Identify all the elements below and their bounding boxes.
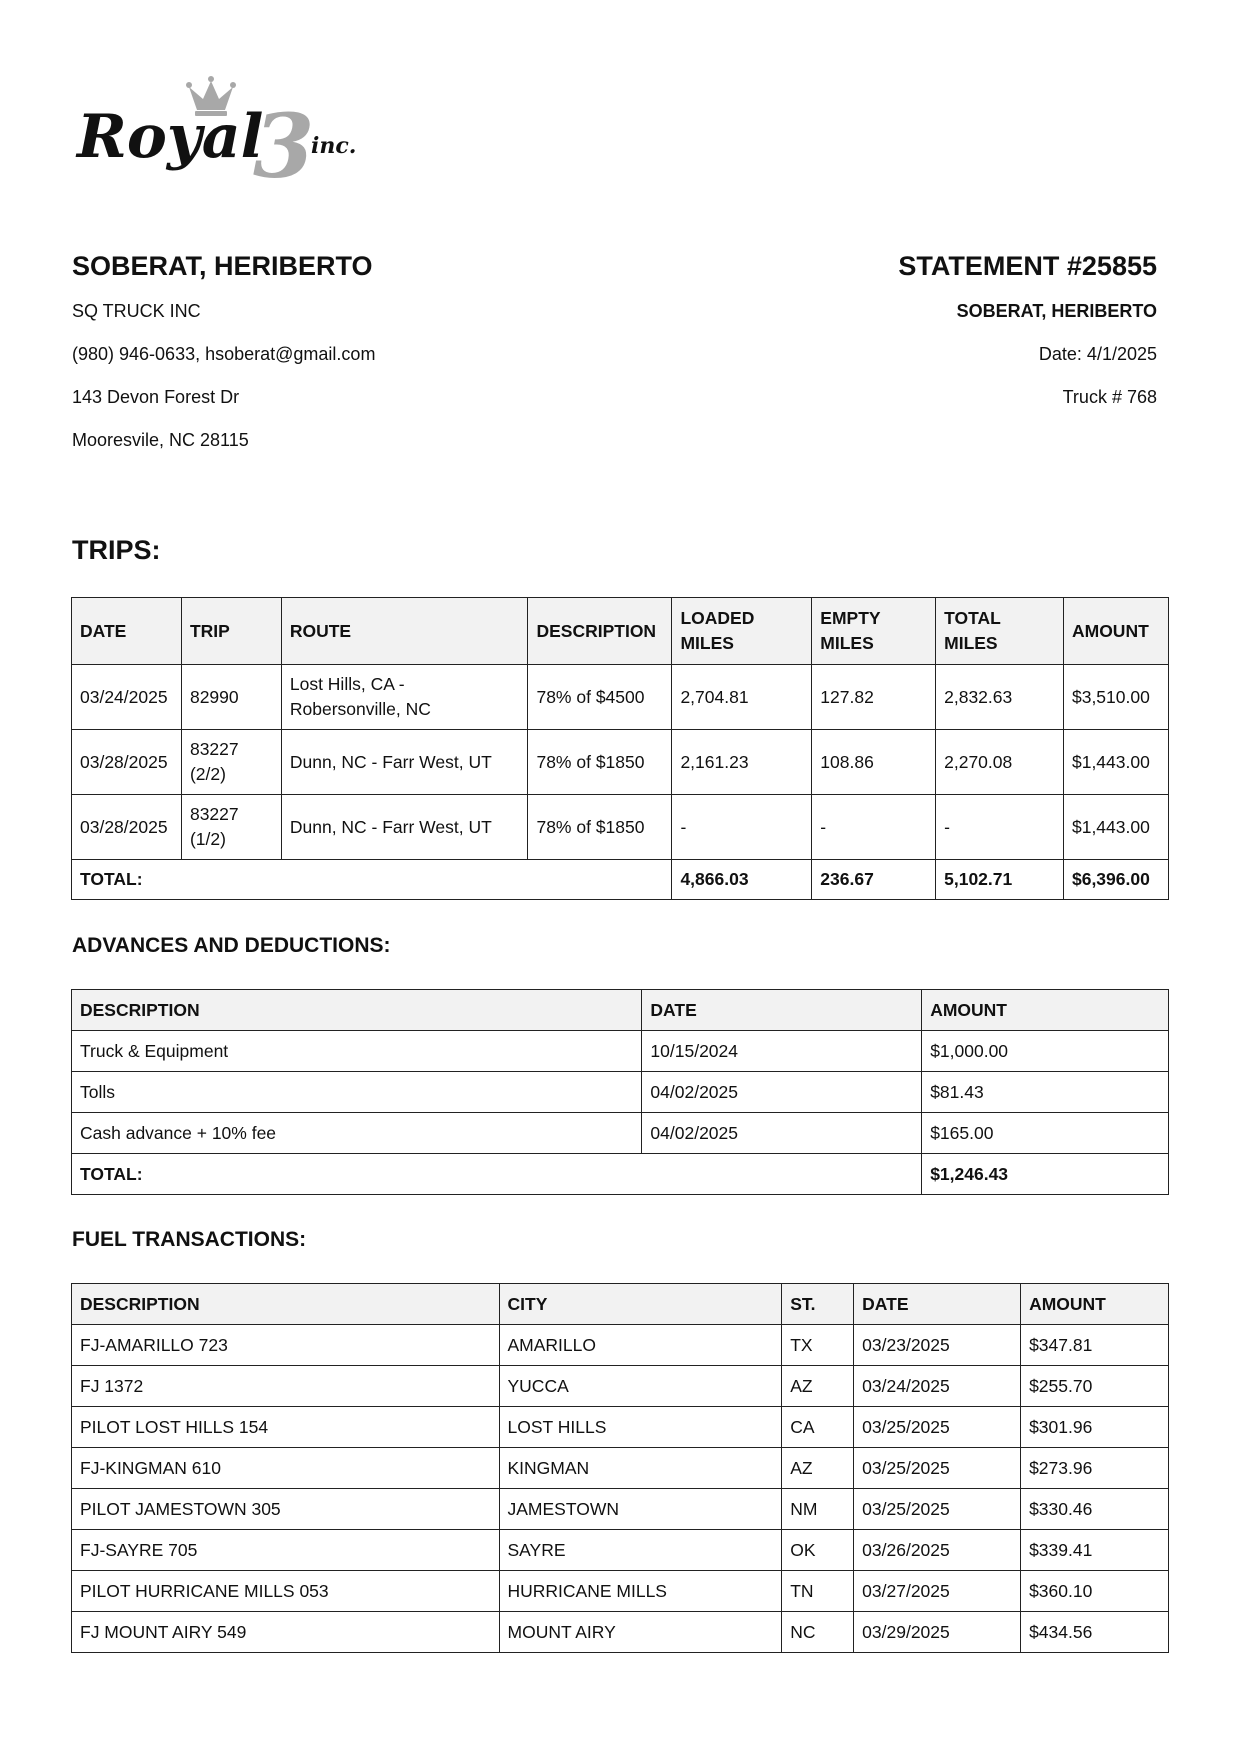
column-header: ROUTE: [281, 598, 528, 665]
cell-amount: $1,000.00: [922, 1031, 1169, 1072]
cell-date: 03/28/2025: [72, 795, 182, 860]
cell-description: FJ 1372: [72, 1366, 500, 1407]
cell-state: AZ: [782, 1366, 854, 1407]
table-row: [72, 665, 1169, 730]
cell-city: AMARILLO: [499, 1325, 782, 1366]
cell-amount: $347.81: [1021, 1325, 1169, 1366]
trips-heading: TRIPS:: [72, 535, 161, 565]
table-header-row: [72, 1284, 1169, 1325]
cell-city: SAYRE: [499, 1530, 782, 1571]
cell-state: NM: [782, 1489, 854, 1530]
cell-description: FJ-AMARILLO 723: [72, 1325, 500, 1366]
fuel-table: [71, 1283, 1169, 1653]
statement-name: SOBERAT, HERIBERTO: [956, 301, 1157, 321]
cell-date: 03/23/2025: [854, 1325, 1021, 1366]
cell-loaded-miles: 2,704.81: [672, 665, 812, 730]
cell-description: Cash advance + 10% fee: [72, 1113, 642, 1154]
table-row: [72, 1031, 1169, 1072]
column-header: EMPTY MILES: [812, 598, 936, 665]
cell-state: CA: [782, 1407, 854, 1448]
cell-description: PILOT LOST HILLS 154: [72, 1407, 500, 1448]
cell-total-miles: 2,270.08: [936, 730, 1064, 795]
cell-date: 03/25/2025: [854, 1407, 1021, 1448]
cell-trip: 83227 (1/2): [181, 795, 281, 860]
cell-city: JAMESTOWN: [499, 1489, 782, 1530]
cell-date: 03/25/2025: [854, 1489, 1021, 1530]
cell-description: FJ MOUNT AIRY 549: [72, 1612, 500, 1653]
table-row: [72, 1407, 1169, 1448]
total-label: TOTAL:: [72, 1154, 922, 1195]
driver-name: SOBERAT, HERIBERTO: [72, 251, 373, 281]
table-row: [72, 1325, 1169, 1366]
cell-description: 78% of $1850: [528, 795, 672, 860]
total-total-miles: 5,102.71: [936, 860, 1064, 900]
column-header: DESCRIPTION: [72, 990, 642, 1031]
column-header: AMOUNT: [922, 990, 1169, 1031]
driver-address-line1: 143 Devon Forest Dr: [72, 387, 240, 407]
table-row: [72, 1113, 1169, 1154]
table-row: [72, 1448, 1169, 1489]
table-row: [72, 1366, 1169, 1407]
table-row: [72, 795, 1169, 860]
cell-loaded-miles: 2,161.23: [672, 730, 812, 795]
cell-amount: $301.96: [1021, 1407, 1169, 1448]
column-header: CITY: [499, 1284, 782, 1325]
fuel-heading: FUEL TRANSACTIONS:: [72, 1228, 307, 1251]
cell-description: PILOT HURRICANE MILLS 053: [72, 1571, 500, 1612]
cell-amount: $3,510.00: [1063, 665, 1168, 730]
total-label: TOTAL:: [72, 860, 672, 900]
cell-city: LOST HILLS: [499, 1407, 782, 1448]
cell-date: 04/02/2025: [642, 1113, 922, 1154]
cell-description: PILOT JAMESTOWN 305: [72, 1489, 500, 1530]
cell-route: Dunn, NC - Farr West, UT: [281, 795, 528, 860]
total-empty-miles: 236.67: [812, 860, 936, 900]
driver-contact: (980) 946-0633, hsoberat@gmail.com: [72, 344, 376, 364]
cell-state: TX: [782, 1325, 854, 1366]
logo-suffix: inc.: [311, 133, 357, 159]
cell-empty-miles: -: [812, 795, 936, 860]
cell-amount: $434.56: [1021, 1612, 1169, 1653]
cell-trip: 83227 (2/2): [181, 730, 281, 795]
statement-info: [657, 250, 1157, 429]
cell-description: FJ-KINGMAN 610: [72, 1448, 500, 1489]
cell-date: 03/27/2025: [854, 1571, 1021, 1612]
cell-date: 03/28/2025: [72, 730, 182, 795]
table-row: [72, 1571, 1169, 1612]
column-header: TOTAL MILES: [936, 598, 1064, 665]
advances-heading: ADVANCES AND DEDUCTIONS:: [72, 934, 391, 957]
cell-date: 04/02/2025: [642, 1072, 922, 1113]
total-row: [72, 860, 1169, 900]
cell-city: HURRICANE MILLS: [499, 1571, 782, 1612]
cell-loaded-miles: -: [672, 795, 812, 860]
cell-description: 78% of $4500: [528, 665, 672, 730]
cell-description: Truck & Equipment: [72, 1031, 642, 1072]
column-header: DATE: [642, 990, 922, 1031]
driver-address-line2: Mooresvile, NC 28115: [72, 430, 249, 450]
cell-amount: $255.70: [1021, 1366, 1169, 1407]
cell-amount: $360.10: [1021, 1571, 1169, 1612]
cell-date: 03/24/2025: [72, 665, 182, 730]
cell-amount: $339.41: [1021, 1530, 1169, 1571]
driver-company: SQ TRUCK INC: [72, 301, 201, 321]
column-header: ST.: [782, 1284, 854, 1325]
column-header: DESCRIPTION: [528, 598, 672, 665]
total-loaded-miles: 4,866.03: [672, 860, 812, 900]
cell-state: TN: [782, 1571, 854, 1612]
cell-total-miles: 2,832.63: [936, 665, 1064, 730]
driver-info: [72, 250, 572, 472]
cell-date: 03/25/2025: [854, 1448, 1021, 1489]
cell-city: MOUNT AIRY: [499, 1612, 782, 1653]
advances-table: [71, 989, 1169, 1195]
company-logo: [75, 75, 385, 190]
table-row: [72, 1072, 1169, 1113]
cell-date: 03/24/2025: [854, 1366, 1021, 1407]
column-header: AMOUNT: [1063, 598, 1168, 665]
logo-numeral: 3: [253, 94, 315, 190]
cell-amount: $81.43: [922, 1072, 1169, 1113]
cell-date: 10/15/2024: [642, 1031, 922, 1072]
total-row: [72, 1154, 1169, 1195]
table-row: [72, 730, 1169, 795]
cell-empty-miles: 127.82: [812, 665, 936, 730]
table-header-row: [72, 990, 1169, 1031]
cell-date: 03/29/2025: [854, 1612, 1021, 1653]
column-header: AMOUNT: [1021, 1284, 1169, 1325]
cell-empty-miles: 108.86: [812, 730, 936, 795]
cell-amount: $1,443.00: [1063, 795, 1168, 860]
cell-city: KINGMAN: [499, 1448, 782, 1489]
cell-total-miles: -: [936, 795, 1064, 860]
statement-truck: Truck # 768: [1062, 387, 1157, 407]
logo-wordmark: Royal: [77, 102, 264, 172]
table-row: [72, 1530, 1169, 1571]
trips-table: [71, 597, 1169, 900]
table-header-row: [72, 598, 1169, 665]
table-row: [72, 1612, 1169, 1653]
cell-amount: $165.00: [922, 1113, 1169, 1154]
cell-amount: $273.96: [1021, 1448, 1169, 1489]
column-header: DESCRIPTION: [72, 1284, 500, 1325]
cell-amount: $1,443.00: [1063, 730, 1168, 795]
cell-trip: 82990: [181, 665, 281, 730]
cell-amount: $330.46: [1021, 1489, 1169, 1530]
cell-city: YUCCA: [499, 1366, 782, 1407]
column-header: DATE: [72, 598, 182, 665]
cell-state: AZ: [782, 1448, 854, 1489]
cell-description: FJ-SAYRE 705: [72, 1530, 500, 1571]
cell-state: OK: [782, 1530, 854, 1571]
total-amount: $6,396.00: [1063, 860, 1168, 900]
cell-description: 78% of $1850: [528, 730, 672, 795]
statement-title: STATEMENT #25855: [898, 251, 1157, 281]
column-header: TRIP: [181, 598, 281, 665]
column-header: LOADED MILES: [672, 598, 812, 665]
cell-route: Lost Hills, CA - Robersonville, NC: [281, 665, 528, 730]
cell-description: Tolls: [72, 1072, 642, 1113]
column-header: DATE: [854, 1284, 1021, 1325]
statement-date: Date: 4/1/2025: [1038, 344, 1157, 364]
total-amount: $1,246.43: [922, 1154, 1169, 1195]
cell-state: NC: [782, 1612, 854, 1653]
cell-date: 03/26/2025: [854, 1530, 1021, 1571]
table-row: [72, 1489, 1169, 1530]
cell-route: Dunn, NC - Farr West, UT: [281, 730, 528, 795]
